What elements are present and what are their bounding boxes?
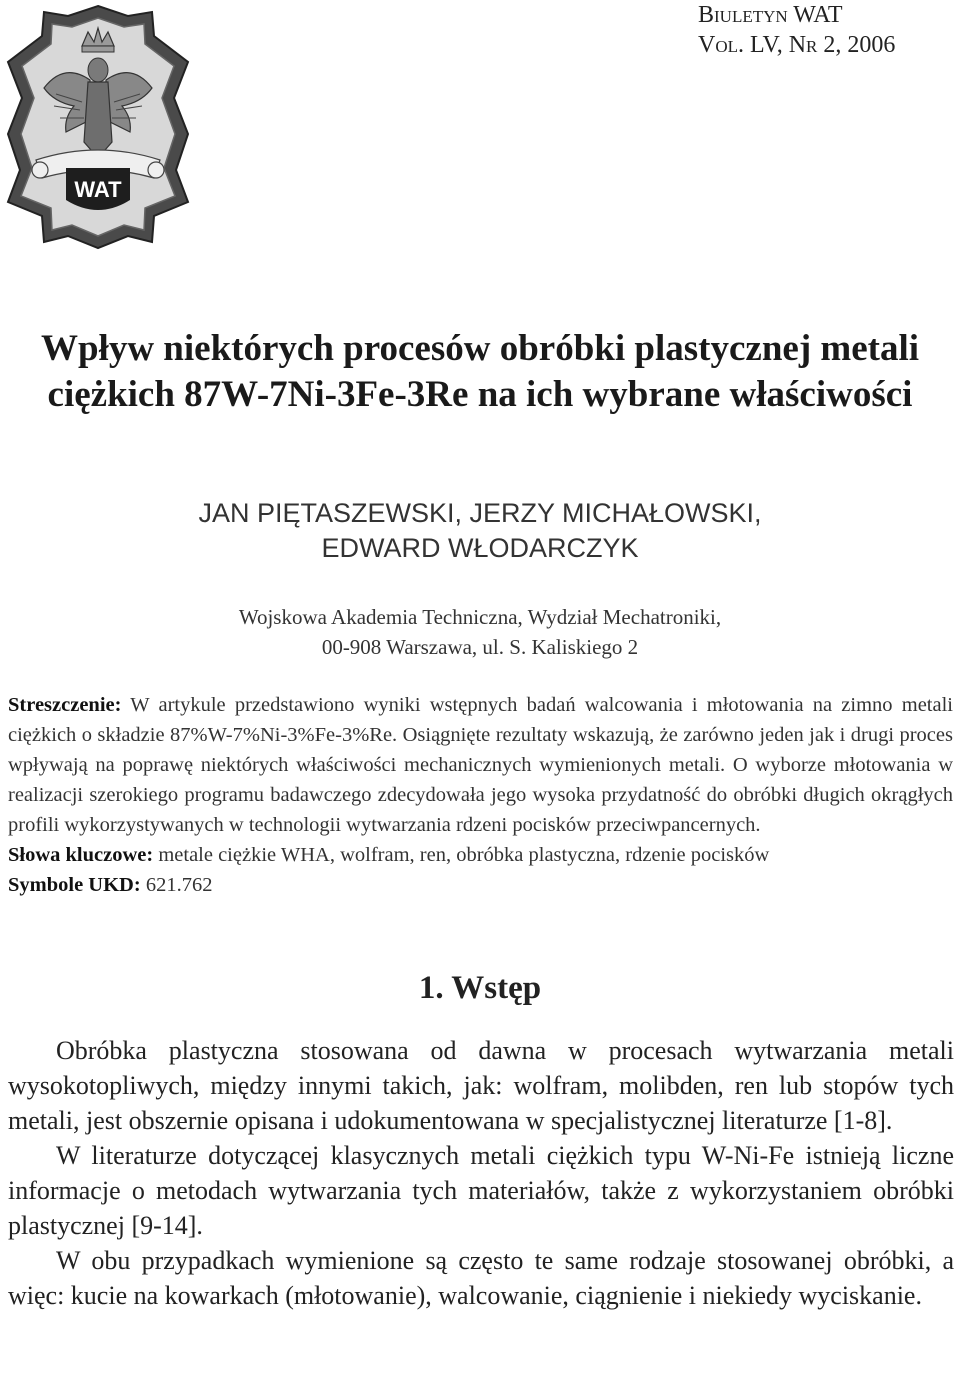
abstract-label: Streszczenie:	[8, 694, 122, 716]
body-text	[8, 1033, 954, 1313]
affiliation	[0, 602, 960, 662]
abstract-text: W artykule przedstawiono wyniki wstępnych badań walcowania i młotowania na zimno metali ciężkich o składzie 87%W-7%Ni-3%Fe-3%Re. Osiągnięte rezultaty wskazują, że zarówno jeden jak i drugi proces wpływają na poprawę niektórych właściwości mechanicznych wymienionych metali. O wyborze młotowania w realizacji szerokiego programu badawczego zdecydowała jego wysoka przydatność do obróbki długich okrągłych profili wykorzystywanych w technologii wytwarzania rdzeni pocisków przeciwpancernych.	[8, 694, 953, 836]
body-paragraph: W obu przypadkach wymienione są często te same rodzaje stosowanej obróbki, a więc: kucie na kowarkach (młotowanie), walcowanie, ciągnienie i niekiedy wyciskanie.	[8, 1246, 954, 1310]
body-paragraph: Obróbka plastyczna stosowana od dawna w procesach wytwarzania metali wysokotopliwych, między innymi takich, jak: wolfram, molibden, ren lub stopów tych metali, jest obszernie opisana i udokumentowana w specjalistycznej literaturze [1-8].	[8, 1036, 954, 1135]
logo-text: WAT	[74, 177, 122, 202]
authors-line-2: EDWARD WŁODARCZYK	[321, 533, 639, 563]
ukd-label: Symbole UKD:	[8, 874, 141, 896]
title-line-2: ciężkich 87W-7Ni-3Fe-3Re na ich wybrane właściwości	[47, 374, 913, 415]
keywords-label: Słowa kluczowe:	[8, 844, 154, 866]
ukd-value: 621.762	[145, 874, 213, 896]
ukd-line	[8, 870, 953, 900]
title-line-1: Wpływ niektórych procesów obróbki plastycznej metali	[40, 328, 920, 369]
journal-volume: Vol. LV, Nr 2, 2006	[698, 32, 896, 58]
paper-title	[0, 326, 960, 418]
body-paragraph: W literaturze dotyczącej klasycznych metali ciężkich typu W-Ni-Fe istnieją liczne informacje o metodach wytwarzania tych materiałów, także z wykorzystaniem obróbki plastycznej [9-14].	[8, 1141, 954, 1240]
authors	[0, 496, 960, 566]
authors-line-1: JAN PIĘTASZEWSKI, JERZY MICHAŁOWSKI,	[198, 498, 762, 528]
abstract-paragraph	[8, 690, 953, 840]
section-heading: 1. Wstęp	[418, 970, 542, 1006]
affiliation-line-1: Wojskowa Akademia Techniczna, Wydział Mechatroniki,	[238, 605, 722, 629]
keywords-line	[8, 840, 953, 870]
abstract-block	[8, 690, 953, 900]
journal-header	[698, 0, 895, 60]
keywords-text: metale ciężkie WHA, wolfram, ren, obróbka plastyczna, rdzenie pocisków	[158, 844, 770, 866]
affiliation-line-2: 00-908 Warszawa, ul. S. Kaliskiego 2	[321, 635, 639, 659]
wat-emblem-logo	[4, 2, 192, 250]
journal-name: Biuletyn WAT	[698, 2, 843, 28]
